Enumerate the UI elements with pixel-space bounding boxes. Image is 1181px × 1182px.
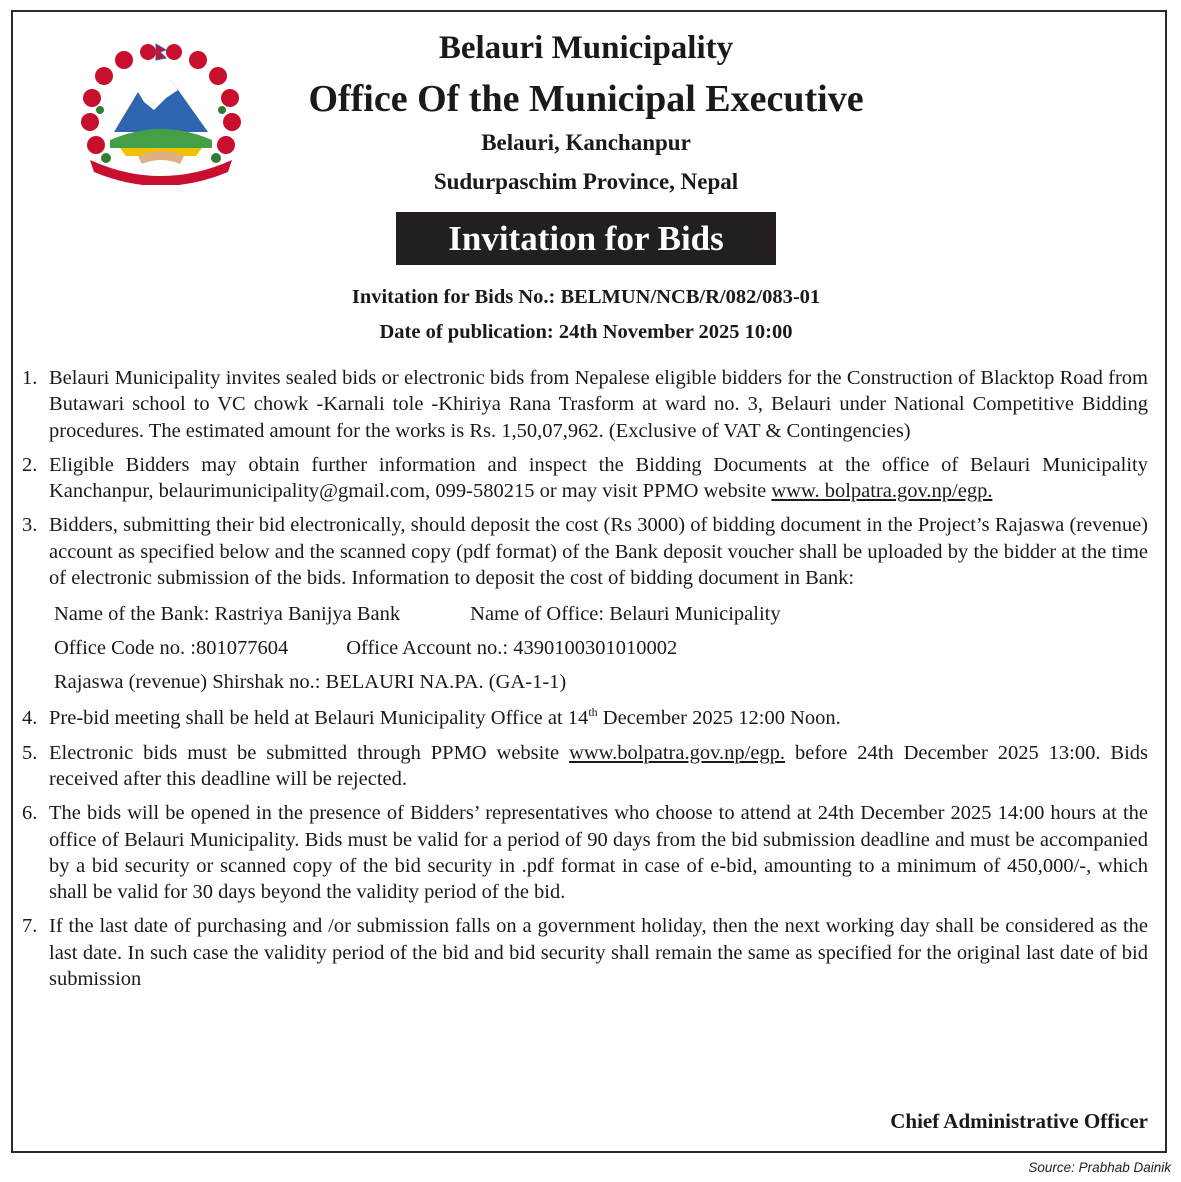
clause-4 [22,705,1148,731]
ordinal-suffix: th [588,705,598,720]
clause-text: If the last date of purchasing and /or submission falls on a government holiday, then the next working day shall be considered as the last date. In such case the validity period of the bid and bid security shall remain the same as specified for the original last date of bid submission [49,915,1148,991]
office-name-label: Name of Office: Belauri Municipality [470,603,781,626]
clause-3 [22,512,1148,591]
clause-number: 5. [22,741,38,764]
office-address: Belauri, Kanchanpur [481,130,691,155]
bank-row [54,631,1148,665]
office-name: Office Of the Municipal Executive [308,78,864,120]
clause-number: 4. [22,707,38,730]
source-credit: Source: Prabhab Dainik [1028,1160,1171,1175]
clause-list [22,365,1148,1000]
ppmo-link[interactable]: www. bolpatra.gov.np/egp. [771,480,993,503]
clause-2 [22,452,1148,505]
clause-number: 3. [22,514,38,537]
clause-7 [22,913,1148,992]
clause-text: before 24th December 2025 13:00. Bids received after this deadline will be rejected. [49,741,1149,790]
clause-text: Eligible Bidders may obtain further information and inspect the Bidding Documents at the office of Belauri Municipality Kanchanpur, belaurimunicipality@gmail.com, 099-580215 or may visit PPMO website [49,453,1148,503]
signatory-title: Chief Administrative Officer [890,1109,1148,1133]
clause-text: Bidders, submitting their bid electronically, should deposit the cost (Rs 3000) of bidding document in the Project’s Rajaswa (revenue) account as specified below and the scanned copy (pdf format) of the Bank deposit voucher shall be uploaded by the bidder at the time of electronic submission of the bids. Information to deposit the cost of bidding document in Bank: [49,514,1148,590]
revenue-shirshak: Rajaswa (revenue) Shirshak no.: BELAURI NA.PA. (GA-1-1) [54,671,567,694]
clause-6 [22,800,1148,905]
clause-5 [22,740,1148,793]
clause-text: Electronic bids must be submitted through PPMO website [49,741,560,764]
clause-text: Belauri Municipality invites sealed bids or electronic bids from Nepalese eligible bidders for the Construction of Blacktop Road from Butawari school to VC chowk -Karnali tole -Khiriya Rana Trasform at ward no. 3, Belauri under National Competitive Bidding procedures. The estimated amount for the works is Rs. 1,50,07,962. (Exclusive of VAT & Contingencies) [49,367,1148,442]
clause-number: 2. [22,453,38,476]
clause-text: Pre-bid meeting shall be held at Belauri Municipality Office at 14 [49,707,589,730]
bank-name: Name of the Bank: Rastriya Banijya Bank [54,603,401,626]
bank-details [22,597,1148,699]
notice-title-banner: Invitation for Bids [396,212,776,265]
clause-1 [22,365,1148,444]
nepal-government-emblem-icon [76,40,246,185]
office-code: Office Code no. :801077604 [54,637,289,660]
clause-number: 6. [22,802,38,825]
province: Sudurpaschim Province, Nepal [433,169,739,194]
clause-number: 1. [22,367,38,389]
ppmo-link[interactable]: www.bolpatra.gov.np/egp. [569,741,786,764]
clause-text: December 2025 12:00 Noon. [597,707,841,730]
clause-number: 7. [22,915,38,938]
organization-name: Belauri Municipality [438,30,734,66]
clause-text: The bids will be opened in the presence of Bidders’ representatives who choose to attend at 24th December 2025 14:00 hours at the office of Belauri Municipality. Bids must be valid for a period of 90 days from the bid submission deadline and must be accompanied by a bid security or scanned copy of the bid security in .pdf format in case of e-bid, amounting to a minimum of 450,000/-, which shall be valid for 30 days beyond the validity period of the bid. [49,802,1148,904]
bank-row [54,665,1148,699]
publication-date: Date of publication: 24th November 2025 10:00 [379,321,793,343]
account-number: Office Account no.: 4390100301010002 [346,637,678,660]
bid-number: Invitation for Bids No.: BELMUN/NCB/R/082/083-01 [351,286,821,308]
bank-row [54,597,1148,631]
